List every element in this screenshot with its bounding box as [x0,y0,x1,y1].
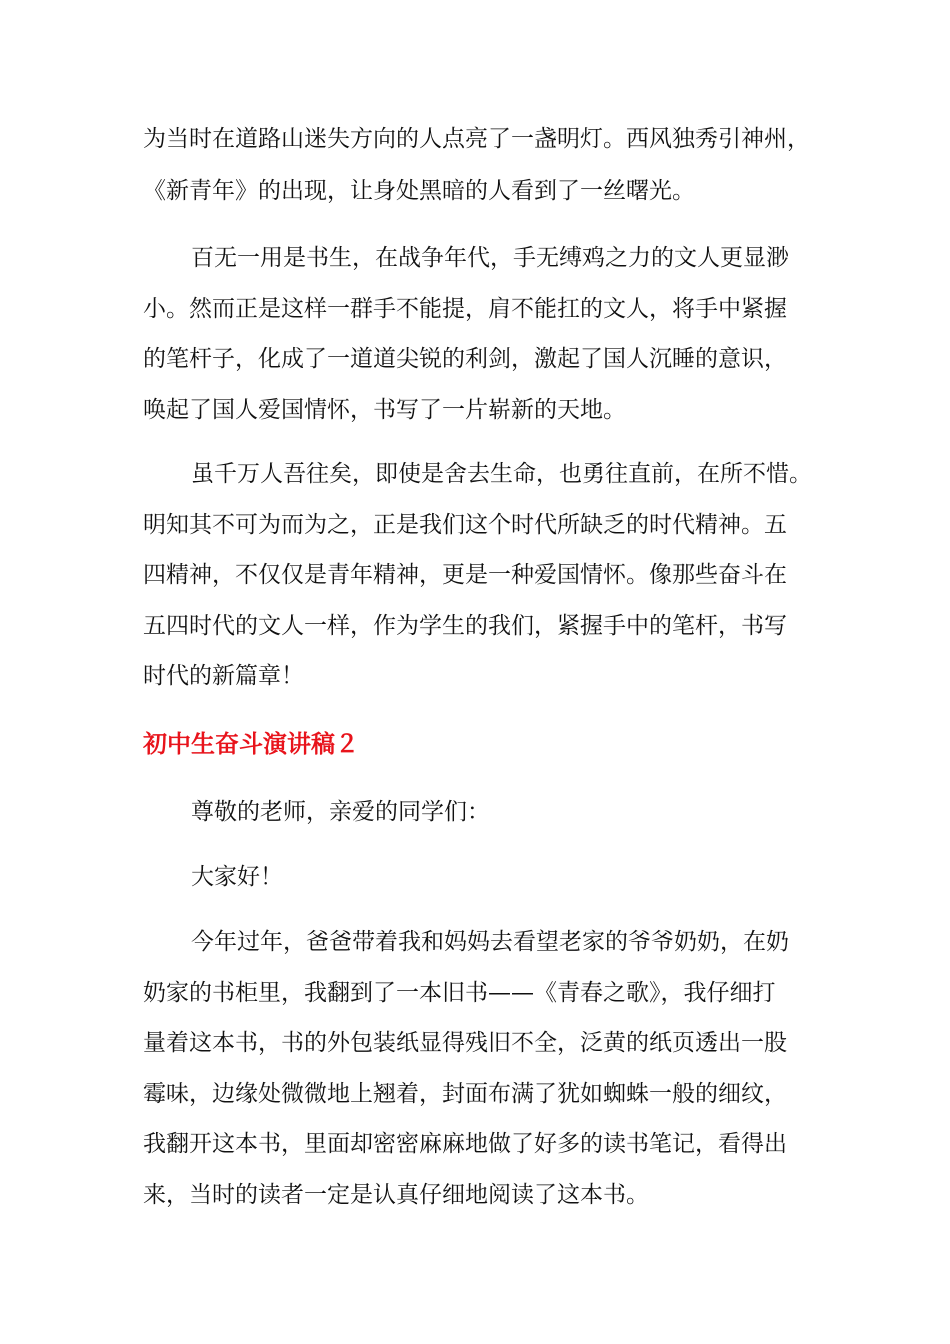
text-line: 百无一用是书生，在战争年代，手无缚鸡之力的文人更显渺 [191,245,789,271]
text-line: 来，当时的读者一定是认真仔细地阅读了这本书。 [143,1182,649,1208]
text-line: 为当时在道路山迷失方向的人点亮了一盏明灯。西风独秀引神州， [143,126,810,152]
text-line: 虽千万人吾往矣，即使是舍去生命，也勇往直前，在所不惜。 [191,461,812,487]
text-line: 《新青年》的出现，让身处黑暗的人看到了一丝曙光。 [143,178,695,204]
text-line: 量着这本书，书的外包装纸显得残旧不全，泛黄的纸页透出一股 [143,1030,787,1056]
text-line: 的笔杆子，化成了一道道尖锐的利剑，激起了国人沉睡的意识， [143,346,787,372]
text-line: 四精神，不仅仅是青年精神，更是一种爱国情怀。像那些奋斗在 [143,562,787,588]
greeting: 大家好！ [191,864,283,890]
text-line: 我翻开这本书，里面却密密麻麻地做了好多的读书笔记，看得出 [143,1131,787,1157]
text-line: 明知其不可为而为之，正是我们这个时代所缺乏的时代精神。五 [143,512,787,538]
text-line: 奶家的书柜里，我翻到了一本旧书——《青春之歌》，我仔细打 [143,980,776,1006]
text-line: 小。然而正是这样一群手不能提，肩不能扛的文人，将手中紧握 [143,296,787,322]
text-line: 霉味，边缘处微微地上翘着，封面布满了犹如蜘蛛一般的细纹， [143,1081,787,1107]
text-line: 五四时代的文人一样，作为学生的我们，紧握手中的笔杆，书写 [143,613,787,639]
text-line: 今年过年，爸爸带着我和妈妈去看望老家的爷爷奶奶，在奶 [191,929,789,955]
section-heading: 初中生奋斗演讲稿２ [143,730,359,758]
text-line: 唤起了国人爱国情怀，书写了一片崭新的天地。 [143,397,626,423]
text-line: 时代的新篇章！ [143,663,304,689]
salutation: 尊敬的老师，亲爱的同学们： [191,799,490,825]
